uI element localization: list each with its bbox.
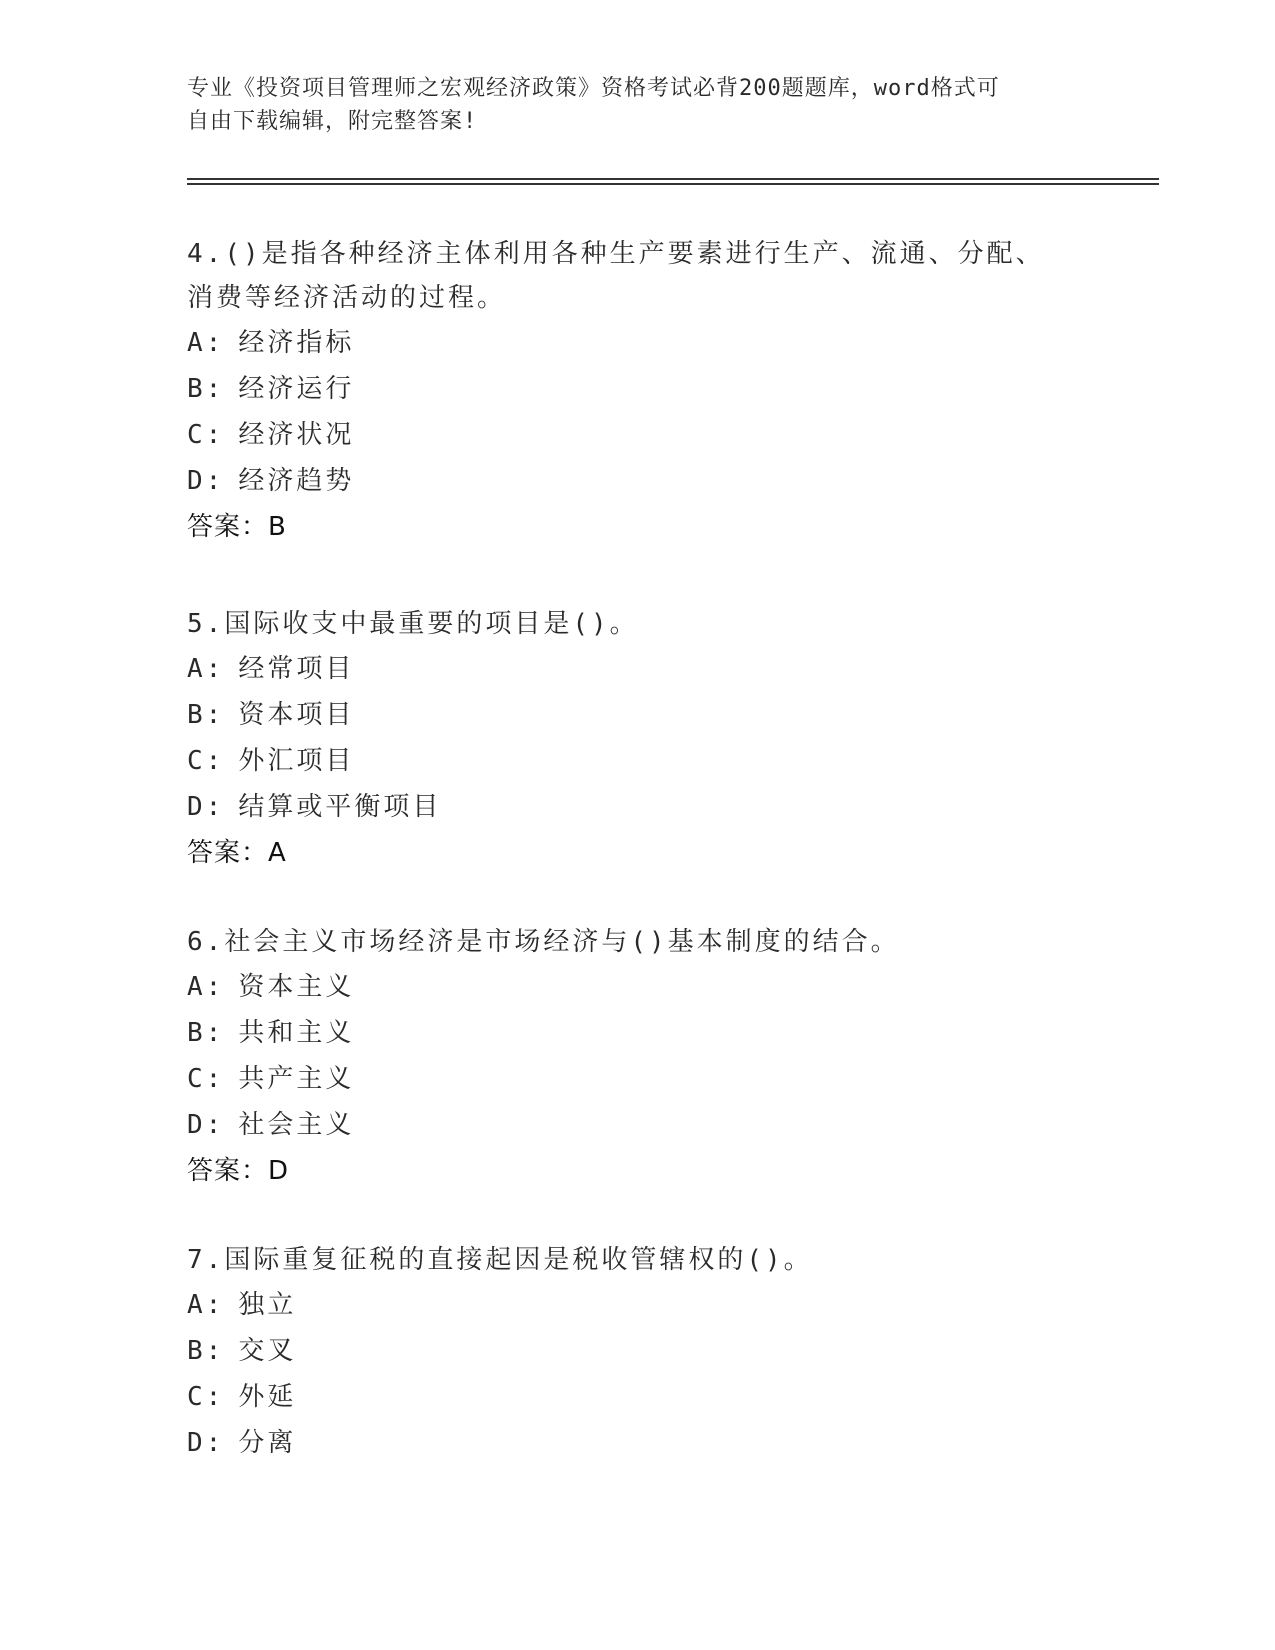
option-a: [187, 646, 1067, 692]
option-text: 共产主义: [238, 1064, 355, 1094]
option-text: 结算或平衡项目: [238, 792, 442, 822]
option-d: [187, 1420, 1067, 1466]
answer-line: [187, 1148, 1067, 1194]
answer-label: 答案 ：: [187, 1156, 268, 1186]
option-key: D :: [187, 1110, 238, 1140]
question-stem: [187, 232, 1067, 320]
option-text: 经济趋势: [238, 466, 355, 496]
option-b: [187, 366, 1067, 412]
option-text: 共和主义: [238, 1018, 355, 1048]
option-text: 分离: [238, 1428, 297, 1458]
option-text: 社会主义: [238, 1110, 355, 1140]
option-key: C :: [187, 1382, 238, 1412]
question-text: ()是指各种经济主体利用各种生产要素进行生产、流通、分配、消费等经济活动的过程。: [187, 239, 1045, 313]
option-text: 经济指标: [238, 328, 355, 358]
question-5: [187, 602, 1067, 876]
question-text: 社会主义市场经济是市场经济与()基本制度的结合。: [224, 927, 900, 957]
option-c: [187, 738, 1067, 784]
answer-label: 答案 ：: [187, 838, 268, 868]
option-b: [187, 692, 1067, 738]
option-c: [187, 412, 1067, 458]
option-b: [187, 1010, 1067, 1056]
question-stem: [187, 1238, 1067, 1282]
question-number: 6 .: [187, 927, 224, 957]
option-text: 外汇项目: [238, 746, 355, 776]
option-c: [187, 1374, 1067, 1420]
option-key: B :: [187, 374, 238, 404]
option-text: 经济状况: [238, 420, 355, 450]
question-6: [187, 920, 1067, 1194]
option-key: C :: [187, 420, 238, 450]
option-a: [187, 1282, 1067, 1328]
answer-value: D: [268, 1156, 290, 1186]
option-b: [187, 1328, 1067, 1374]
option-text: 交叉: [238, 1336, 297, 1366]
answer-line: [187, 830, 1067, 876]
header-divider-bottom: [187, 183, 1159, 185]
option-key: D :: [187, 1428, 238, 1458]
option-key: C :: [187, 1064, 238, 1094]
option-a: [187, 964, 1067, 1010]
option-text: 资本主义: [238, 972, 355, 1002]
option-key: A :: [187, 1290, 238, 1320]
option-text: 外延: [238, 1382, 297, 1412]
answer-label: 答案 ：: [187, 512, 268, 542]
option-key: B :: [187, 1018, 238, 1048]
option-d: [187, 458, 1067, 504]
question-number: 7 .: [187, 1245, 224, 1275]
document-header: [187, 72, 1087, 138]
option-d: [187, 784, 1067, 830]
question-number: 4 .: [187, 239, 224, 269]
option-key: D :: [187, 466, 238, 496]
option-key: A :: [187, 654, 238, 684]
answer-value: A: [268, 838, 287, 868]
question-number: 5 .: [187, 609, 224, 639]
question-text: 国际收支中最重要的项目是()。: [224, 609, 639, 639]
option-key: A :: [187, 328, 238, 358]
option-d: [187, 1102, 1067, 1148]
question-stem: [187, 602, 1067, 646]
option-text: 资本项目: [238, 700, 355, 730]
answer-value: B: [268, 512, 287, 542]
option-key: A :: [187, 972, 238, 1002]
option-key: B :: [187, 700, 238, 730]
answer-line: [187, 504, 1067, 550]
header-divider-top: [187, 178, 1159, 180]
option-a: [187, 320, 1067, 366]
option-text: 独立: [238, 1290, 297, 1320]
option-key: D :: [187, 792, 238, 822]
header-line-2: 自由下载编辑，附完整答案!: [187, 109, 478, 134]
question-text: 国际重复征税的直接起因是税收管辖权的()。: [224, 1245, 813, 1275]
option-c: [187, 1056, 1067, 1102]
question-4: [187, 232, 1067, 550]
option-text: 经济运行: [238, 374, 355, 404]
option-key: C :: [187, 746, 238, 776]
option-text: 经常项目: [238, 654, 355, 684]
question-stem: [187, 920, 1067, 964]
option-key: B :: [187, 1336, 238, 1366]
question-7: [187, 1238, 1067, 1466]
header-line-1: 专业《投资项目管理师之宏观经济政策》资格考试必背200题题库，word格式可: [187, 76, 1000, 101]
